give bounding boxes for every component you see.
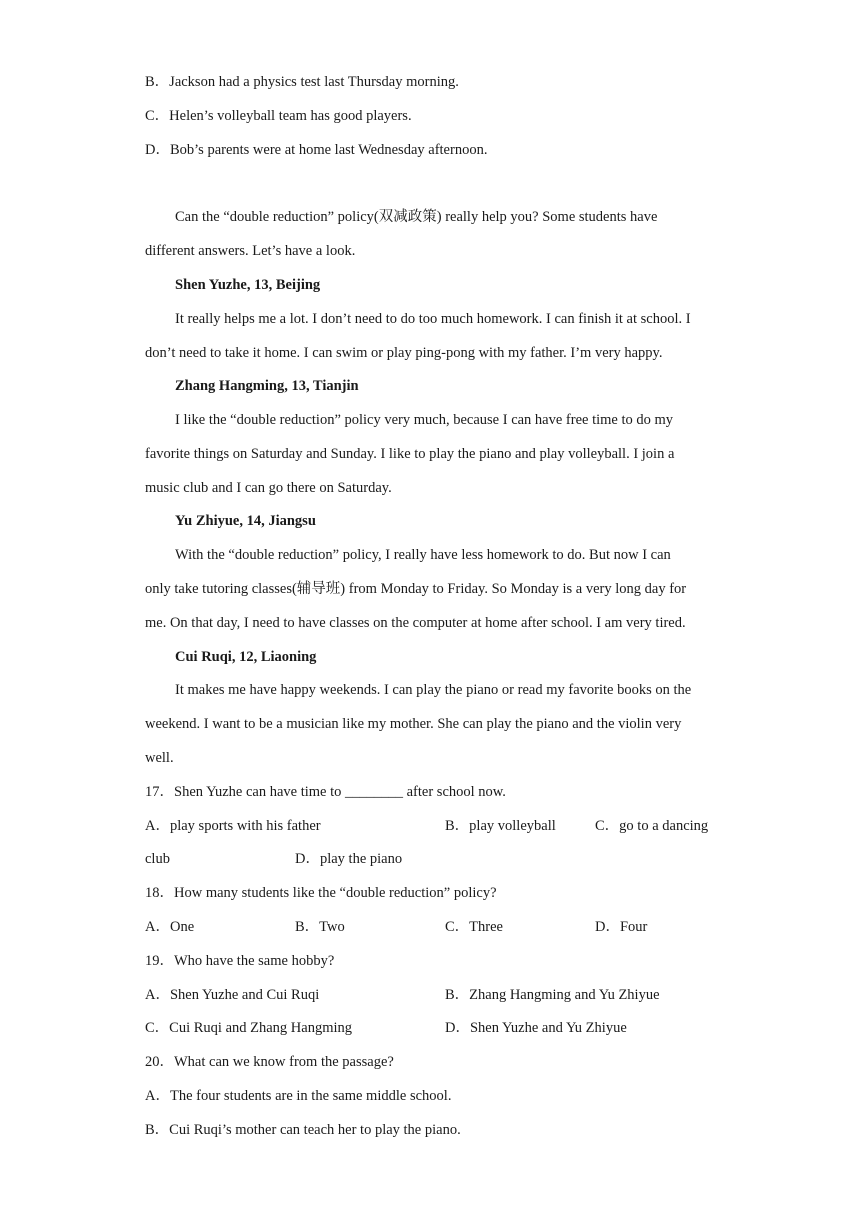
question-18-option-d[interactable]: D．Four [595,919,648,935]
question-19-option-b[interactable]: B．Zhang Hangming and Yu Zhiyue [445,987,660,1003]
passage-intro-line-1: Can the “double reduction” policy(双减政策) really help you? Some students have [175,209,658,225]
question-20-stem: 20．What can we know from the passage? [145,1054,394,1070]
question-17-option-c[interactable]: C．go to a dancing [595,818,709,834]
paragraph-line: only take tutoring classes(辅导班) from Monday to Friday. So Monday is a very long day for [145,581,687,597]
question-19-option-a[interactable]: A．Shen Yuzhe and Cui Ruqi [145,987,320,1003]
question-18-option-c[interactable]: C．Three [445,919,503,935]
paragraph-line: weekend. I want to be a musician like my mother. She can play the piano and the violin very [145,716,682,732]
question-19-option-d[interactable]: D．Shen Yuzhe and Yu Zhiyue [445,1020,627,1036]
paragraph-line: It makes me have happy weekends. I can play the piano or read my favorite books on the [175,682,692,698]
paragraph-line: With the “double reduction” policy, I really have less homework to do. But now I can [175,547,671,563]
student-heading-shen-yuzhe: Shen Yuzhe, 13, Beijing [175,277,321,293]
question-18-option-b[interactable]: B．Two [295,919,345,935]
prev-option-b: B．Jackson had a physics test last Thursday morning. [145,74,459,90]
passage-intro-line-2: different answers. Let’s have a look. [145,243,356,259]
paragraph-line: It really helps me a lot. I don’t need to do too much homework. I can finish it at school. I [175,311,691,327]
question-18-option-a[interactable]: A．One [145,919,195,935]
question-19-stem: 19．Who have the same hobby? [145,953,335,969]
student-heading-zhang-hangming: Zhang Hangming, 13, Tianjin [175,378,359,394]
question-17-option-a[interactable]: A．play sports with his father [145,818,321,834]
prev-option-d: D．Bob’s parents were at home last Wednesday afternoon. [145,142,488,158]
paragraph-line: me. On that day, I need to have classes on the computer at home after school. I am very tired. [145,615,686,631]
student-heading-cui-ruqi: Cui Ruqi, 12, Liaoning [175,649,317,665]
question-17-option-b[interactable]: B．play volleyball [445,818,556,834]
question-20-option-a[interactable]: A．The four students are in the same middle school. [145,1088,452,1104]
paragraph-line: favorite things on Saturday and Sunday. I like to play the piano and play volleyball. I join a [145,446,675,462]
question-17-option-c-continued[interactable]: club [145,851,170,867]
paragraph-line: don’t need to take it home. I can swim or play ping-pong with my father. I’m very happy. [145,345,663,361]
question-18-stem: 18．How many students like the “double reduction” policy? [145,885,497,901]
question-20-option-b[interactable]: B．Cui Ruqi’s mother can teach her to play the piano. [145,1122,461,1138]
student-heading-yu-zhiyue: Yu Zhiyue, 14, Jiangsu [175,513,316,529]
paragraph-line: music club and I can go there on Saturday. [145,480,392,496]
prev-option-c: C．Helen’s volleyball team has good players. [145,108,412,124]
paragraph-line: I like the “double reduction” policy very much, because I can have free time to do my [175,412,674,428]
question-17-stem: 17．Shen Yuzhe can have time to ________ after school now. [145,784,506,800]
question-17-option-d[interactable]: D．play the piano [295,851,403,867]
paragraph-line: well. [145,750,174,766]
question-19-option-c[interactable]: C．Cui Ruqi and Zhang Hangming [145,1020,353,1036]
